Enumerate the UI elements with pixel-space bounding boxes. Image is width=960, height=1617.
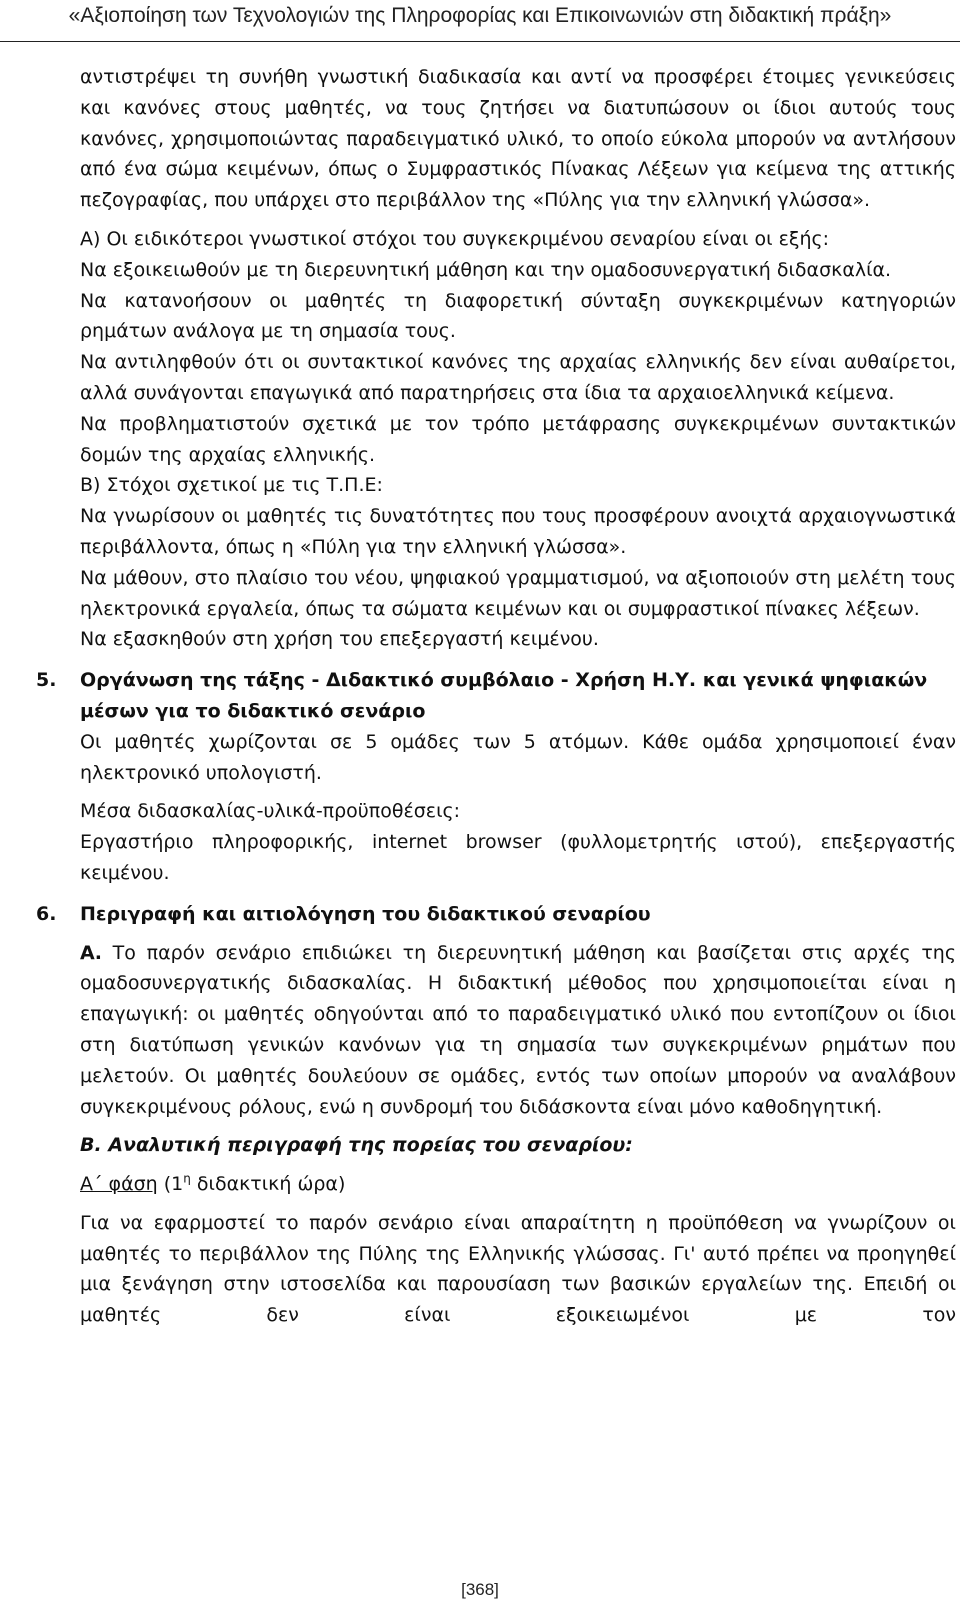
header-divider [0,41,960,42]
paragraph: Οι μαθητές χωρίζονται σε 5 ομάδες των 5 ατόμων. Κάθε ομάδα χρησιμοποιεί έναν ηλεκτρονικό υπολογιστή. [80,730,956,784]
paragraph: Για να εφαρμοστεί το παρόν σενάριο είναι απαραίτητη η προϋπόθεση να γνωρίζουν οι μαθητές το περιβάλλον της Πύλης της Ελληνικής γλώσσας. Γι' αυτό πρέπει να προηγηθεί μια ξενάγηση στην ιστοσελίδα και παρουσίαση των βασικών εργαλείων της. Επειδή οι μαθητές δεν είναι εξοικειωμένοι με τον [80,1211,956,1327]
paragraph-a [80,938,956,1123]
objective-item: Να εξασκηθούν στη χρήση του επεξεργαστή κειμένου. [80,628,599,651]
phase-sup: η [183,1171,191,1186]
objectives-a-heading: Α) Οι ειδικότεροι γνωστικοί στόχοι του συγκεκριμένου σεναρίου είναι οι εξής: [80,227,830,250]
objective-item: Να μάθουν, στο πλαίσιο του νέου, ψηφιακού γραμματισμού, να αξιοποιούν στη μελέτη τους ηλεκτρονικά εργαλεία, όπως τα σώματα κειμένων και οι συμφραστικοί πίνακες λέξεων. [80,566,956,620]
section-6-heading [36,899,956,930]
phase-post: διδακτική ώρα) [190,1173,346,1196]
section-number: 5. [36,669,57,692]
paragraph: Μέσα διδασκαλίας-υλικά-προϋποθέσεις: [80,800,461,823]
phase-pre: (1 [163,1173,184,1196]
paragraph-intro: αντιστρέψει τη συνήθη γνωστική διαδικασία και αντί να προσφέρει έτοιμες γενικεύσεις και κανόνες στους μαθητές, να τους ζητήσει να διατυπώσουν οι ίδιοι αυτούς τους κανόνες, χρησιμοποιώντας παραδειγματικό υλικό, το οποίο εύκολα μπορούν να αντλήσουν από ένα σώμα κειμένων, όπως ο Συμφραστικός Πίνακας Λέξεων για κείμενα της αττικής πεζογραφίας, που υπάρχει στο περιβάλλον της «Πύλης για την ελληνική γλώσσα». [80,66,956,212]
objectives-b-heading: Β) Στόχοι σχετικοί με τις Τ.Π.Ε: [80,474,383,497]
section-5-heading [36,665,956,727]
objective-item: Να προβληματιστούν σχετικά με τον τρόπο μετάφρασης συγκεκριμένων συντακτικών δομών της αρχαίας ελληνικής. [80,412,956,466]
phase-label: Α΄ φάση [80,1173,158,1196]
page-body [36,62,956,1331]
objective-item: Να γνωρίσουν οι μαθητές τις δυνατότητες που τους προσφέρουν ανοιχτά αρχαιογνωστικά περιβάλλοντα, όπως η «Πύλη για την ελληνική γλώσσα». [80,505,956,558]
paragraph-label: Α. [80,941,102,964]
paragraph-text: Το παρόν σενάριο επιδιώκει τη διερευνητική μάθηση και βασίζεται στις αρχές της ομαδοσυνεργατικής διδασκαλίας. Η διδακτική μέθοδος που χρησιμοποιείται είναι η επαγωγική: οι μαθητές οδηγούνται από το παραδειγματικό υλικό που εντοπίζουν οι ίδιοι στη διατύπωση γενικών κανόνων για τη σημασία των συγκεκριμένων ρημάτων που μελετούν. Οι μαθητές δουλεύουν σε ομάδες, εντός των οποίων μπορούν να αναλάβουν συγκεκριμένους ρόλους, ενώ η συνδρομή του διδάσκοντα είναι μόνο καθοδηγητική. [80,941,956,1118]
paragraph: Εργαστήριο πληροφορικής, internet browser (φυλλομετρητής ιστού), επεξεργαστής κειμένου. [80,831,956,884]
phase-heading [80,1169,956,1200]
page-number: [368] [461,1580,499,1599]
objective-item: Να κατανοήσουν οι μαθητές τη διαφορετική σύνταξη συγκεκριμένων κατηγοριών ρημάτων ανάλογα με τη σημασία τους. [80,289,956,343]
objective-item: Να εξοικειωθούν με τη διερευνητική μάθηση και την ομαδοσυνεργατική διδασκαλία. [80,258,892,281]
section-number: 6. [36,902,57,925]
objective-item: Να αντιληφθούν ότι οι συντακτικοί κανόνες της αρχαίας ελληνικής δεν είναι αυθαίρετοι, αλλά συνάγονται επαγωγικά από παρατηρήσεις στα ίδια τα αρχαιοελληνικά κείμενα. [80,351,956,404]
running-header: «Αξιοποίηση των Τεχνολογιών της Πληροφορίας και Επικοινωνιών στη διδακτική πράξη» [68,4,892,27]
section-title: Οργάνωση της τάξης - Διδακτικό συμβόλαιο - Χρήση Η.Υ. και γενικά ψηφιακών μέσων για το διδακτικό σενάριο [80,669,928,722]
section-title: Περιγραφή και αιτιολόγηση του διδακτικού σεναρίου [80,902,651,925]
subsection-b-heading: Β. Αναλυτική περιγραφή της πορείας του σεναρίου: [80,1134,633,1157]
